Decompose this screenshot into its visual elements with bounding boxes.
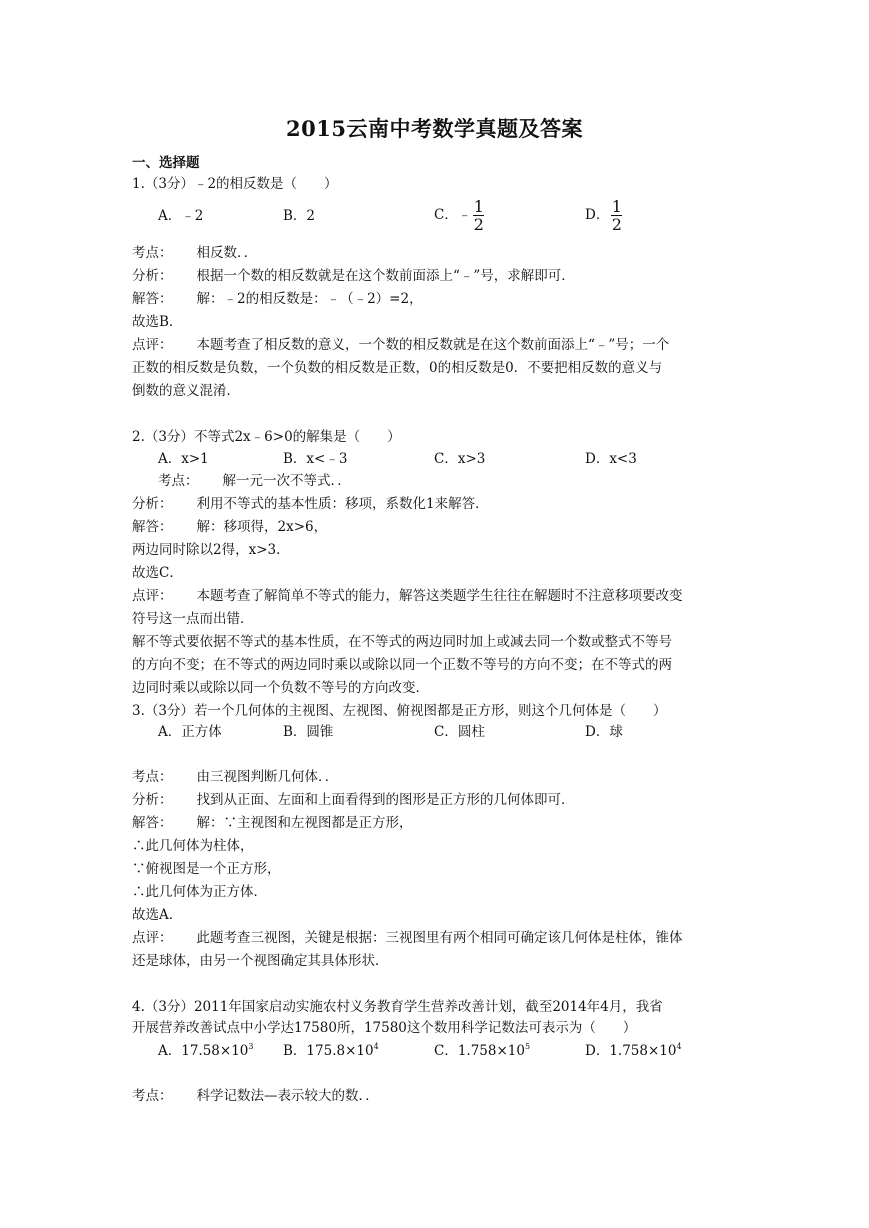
label-dianping: 点评： [132, 588, 173, 604]
q1-fenxi [132, 266, 575, 286]
q2-dianping-text-1: 本题考查了解简单不等式的能力，解答这类题学生往往在解题时不注意移项要改变 [196, 588, 683, 604]
q2-extra-line-2: 的方向不变；在不等式的两边同时乘以或除以同一个正数不等号的方向不变；在不等式的两 [132, 657, 672, 673]
q1-dianping [132, 335, 669, 355]
q1-option-d-prefix: D． [585, 207, 610, 223]
q2-fenxi [132, 494, 489, 514]
q1-answer: 故选B． [132, 314, 183, 330]
label-fenxi: 分析： [132, 792, 173, 808]
q2-option-a: A．x>1 [158, 451, 209, 467]
q3-dianping-line-2: 还是球体，由另一个视图确定其具体形状． [132, 953, 389, 969]
q1-dianping-line-2: 正数的相反数是负数，一个负数的相反数是正数，0的相反数是0．不要把相反数的意义与 [132, 360, 663, 376]
fraction-denominator: 2 [473, 215, 484, 234]
q2-dianping-line-2: 符号这一点而出错． [132, 611, 254, 627]
q3-step-1: ∴此几何体为柱体， [132, 838, 254, 854]
fraction-numerator: 1 [611, 197, 622, 216]
q4-option-b-exponent: 4 [373, 1042, 379, 1051]
fraction-denominator: 2 [611, 215, 622, 234]
q3-option-c: C．圆柱 [434, 724, 485, 740]
q3-kaodian-text: 由三视图判断几何体．． [196, 769, 339, 785]
q2-extra-line-1: 解不等式要依据不等式的基本性质，在不等式的两边同时加上或减去同一个数或整式不等号 [132, 634, 672, 650]
q2-jieda [132, 517, 327, 537]
q1-jieda-text: 解：﹣2的相反数是：﹣（﹣2）=2， [196, 291, 423, 307]
q3-option-b: B．圆锥 [283, 724, 334, 740]
q4-option-d-base: D．1.758×10 [585, 1043, 677, 1059]
q3-step-3: ∴此几何体为正方体． [132, 884, 267, 900]
label-dianping: 点评： [132, 930, 173, 946]
label-fenxi: 分析： [132, 268, 173, 284]
q3-kaodian [132, 767, 338, 787]
q3-option-a: A．正方体 [158, 724, 222, 740]
q2-fenxi-text: 利用不等式的基本性质：移项，系数化1来解答． [196, 496, 489, 512]
q4-option-a [158, 1041, 253, 1061]
q4-option-a-exponent: 3 [248, 1042, 254, 1051]
q2-answer: 故选C． [132, 565, 183, 581]
q3-answer: 故选A． [132, 907, 183, 923]
q3-stem: 3.（3分）若一个几何体的主视图、左视图、俯视图都是正方形，则这个几何体是（ ） [132, 703, 667, 719]
q1-option-c-prefix: C．﹣ [434, 207, 472, 223]
label-kaodian: 考点： [132, 769, 173, 785]
q1-dianping-text-1: 本题考查了相反数的意义，一个数的相反数就是在这个数前面添上“﹣”号；一个 [196, 337, 670, 353]
q4-option-c-exponent: 5 [524, 1042, 531, 1051]
q1-kaodian [132, 243, 257, 263]
q3-jieda [132, 813, 413, 833]
q4-stem-line-1: 4.（3分）2011年国家启动实施农村义务教育学生营养改善计划，截至2014年4月，我省 [132, 999, 663, 1015]
q1-option-b: B．2 [283, 208, 316, 224]
q4-option-b-base: B．175.8×10 [283, 1043, 374, 1059]
q3-dianping-text-1: 此题考查三视图，关键是根据：三视图里有两个相同可确定该几何体是柱体，锥体 [196, 930, 683, 946]
q1-option-c [434, 198, 484, 233]
q2-option-d: D．x<3 [585, 451, 637, 467]
q2-stem: 2.（3分）不等式2x﹣6>0的解集是（ ） [132, 429, 401, 445]
label-kaodian: 考点： [132, 1088, 173, 1104]
q4-option-d [585, 1041, 682, 1061]
q3-jieda-text: 解：∵主视图和左视图都是正方形， [196, 815, 413, 831]
label-jieda: 解答： [132, 519, 173, 535]
q1-option-d [585, 198, 622, 233]
label-kaodian: 考点： [132, 245, 173, 261]
label-fenxi: 分析： [132, 496, 173, 512]
q1-option-c-fraction [473, 198, 484, 233]
section-heading: 一、选择题 [132, 155, 200, 171]
q3-dianping [132, 928, 683, 948]
q2-extra-line-3: 边同时乘以或除以同一个负数不等号的方向改变． [132, 680, 429, 696]
q3-option-d: D．球 [585, 724, 623, 740]
q1-option-d-fraction [611, 198, 622, 233]
q4-kaodian [132, 1086, 379, 1106]
q2-dianping [132, 586, 683, 606]
q1-option-a: A．﹣2 [158, 208, 204, 224]
q3-fenxi-text: 找到从正面、左面和上面看得到的图形是正方形的几何体即可． [196, 792, 575, 808]
q2-kaodian-text: 解一元一次不等式．． [222, 473, 351, 489]
q3-step-2: ∵俯视图是一个正方形， [132, 861, 281, 877]
q4-option-c [434, 1041, 530, 1061]
q1-fenxi-text: 根据一个数的相反数就是在这个数前面添上“﹣”号，求解即可． [196, 268, 575, 284]
q4-option-d-exponent: 4 [676, 1042, 682, 1051]
q2-option-b: B．x<﹣3 [283, 451, 348, 467]
page-title: 2015云南中考数学真题及答案 [286, 116, 583, 141]
q2-kaodian [158, 471, 351, 491]
q2-jieda-text: 解：移项得，2x>6， [196, 519, 328, 535]
q1-kaodian-text: 相反数．． [196, 245, 258, 261]
label-jieda: 解答： [132, 815, 173, 831]
fraction-numerator: 1 [473, 197, 484, 216]
q2-step: 两边同时除以2得，x>3． [132, 542, 290, 558]
label-jieda: 解答： [132, 291, 173, 307]
q4-stem-line-2: 开展营养改善试点中小学达17580所，17580这个数用科学记数法可表示为（ ） [132, 1020, 637, 1036]
label-dianping: 点评： [132, 337, 173, 353]
q4-kaodian-text: 科学记数法—表示较大的数．． [196, 1088, 379, 1104]
label-kaodian: 考点： [158, 473, 199, 489]
q3-fenxi [132, 790, 575, 810]
q1-dianping-line-3: 倒数的意义混淆． [132, 383, 240, 399]
q4-option-c-base: C．1.758×10 [434, 1043, 525, 1059]
q1-stem: 1.（3分）﹣2的相反数是（ ） [132, 176, 338, 192]
q4-option-b [283, 1041, 379, 1061]
q2-option-c: C．x>3 [434, 451, 486, 467]
q4-option-a-base: A．17.58×10 [158, 1043, 249, 1059]
q1-jieda [132, 289, 423, 309]
